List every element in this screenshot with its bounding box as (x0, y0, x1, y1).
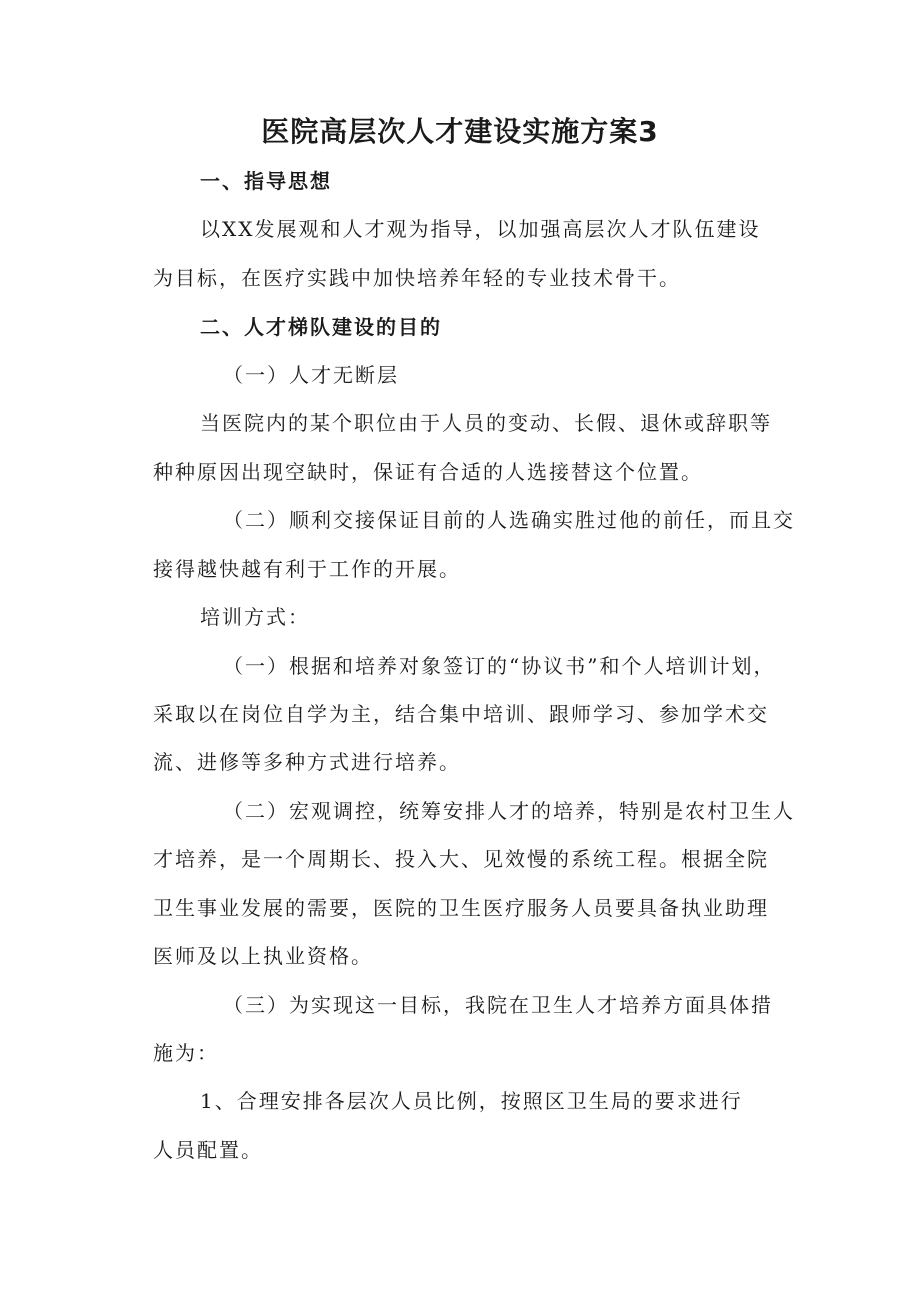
paragraph-line: 采取以在岗位自学为主，结合集中培训、跟师学习、参加学术交 (153, 702, 769, 726)
paragraph-line: （二）顺利交接保证目前的人选确实胜过他的前任，而且交 (223, 508, 795, 532)
paragraph-line: 接得越快越有利于工作的开展。 (153, 557, 461, 581)
paragraph-line: 流、进修等多种方式进行培养。 (153, 750, 461, 774)
section-heading-purpose: 二、人才梯队建设的目的 (200, 315, 442, 339)
paragraph-line: 培训方式： (200, 605, 310, 629)
subheading-line: （一）人才无断层 (223, 363, 399, 387)
paragraph-line: 医师及以上执业资格。 (153, 944, 373, 968)
document-title: 医院高层次人才建设实施方案3 (261, 115, 659, 148)
section-heading-guiding-ideology: 一、指导思想 (200, 169, 332, 193)
paragraph-line: 当医院内的某个职位由于人员的变动、长假、退休或辞职等 (200, 411, 772, 435)
paragraph-line: 才培养，是一个周期长、投入大、见效慢的系统工程。根据全院 (153, 847, 769, 871)
paragraph-line: 为目标，在医疗实践中加快培养年轻的专业技术骨干。 (153, 266, 681, 290)
paragraph-line: 施为： (153, 1041, 219, 1065)
paragraph-line: （一）根据和培养对象签订的“协议书”和个人培训计划， (223, 654, 776, 678)
paragraph-line: 种种原因出现空缺时，保证有合适的人选接替这个位置。 (153, 460, 703, 484)
paragraph-line: 卫生事业发展的需要，医院的卫生医疗服务人员要具备执业助理 (153, 896, 769, 920)
paragraph-line: （三）为实现这一目标，我院在卫生人才培养方面具体措 (223, 993, 773, 1017)
paragraph-line: 人员配置。 (153, 1138, 263, 1162)
paragraph-line: 以XX发展观和人才观为指导，以加强高层次人才队伍建设 (200, 217, 761, 241)
paragraph-line: （二）宏观调控，统筹安排人才的培养，特别是农村卫生人 (223, 799, 795, 823)
paragraph-line: 1、合理安排各层次人员比例，按照区卫生局的要求进行 (200, 1089, 743, 1113)
